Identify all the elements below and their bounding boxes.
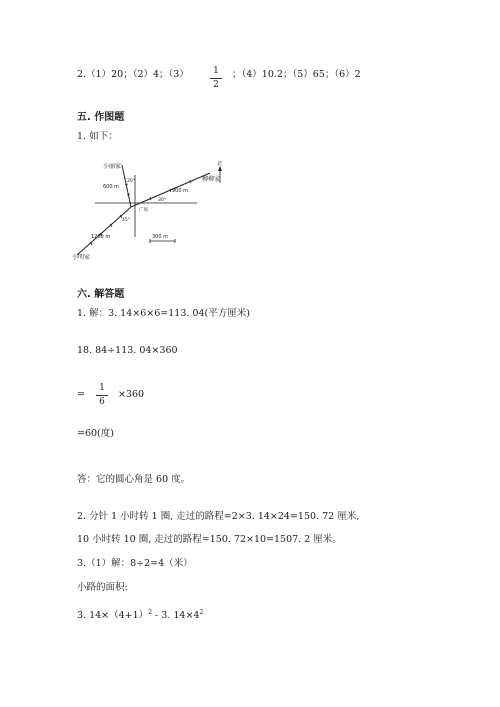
label-angle-45: 45° [122,218,130,223]
fraction-numerator: 1 [99,383,105,393]
q2-suffix: ；（4）10.2；（5）65；（6）2 [232,69,361,80]
fraction-bar [210,78,222,79]
line10-superscript-2: 2 [199,609,204,616]
solution-line-3-prefix: = [77,389,85,400]
section-five-item-1: 1. 如下： [77,131,118,142]
fraction-numerator: 1 [213,66,219,76]
solution-line-4: =60(度) [77,428,114,439]
answer-line-q2 [77,69,189,81]
line10-superscript-1: 2 [148,609,153,616]
label-1200m: 1200 m [91,234,111,240]
label-north: 北 [217,161,223,167]
section-six-heading: 六. 解答题 [77,289,125,300]
label-xiaoming-home: 小明家 [72,254,91,261]
solution-line-6: 2. 分针 1 小时转 1 圈, 走过的路程=2×3. 14×24=150. 72 厘米, [77,511,360,522]
fraction-denominator: 6 [99,397,105,407]
solution-line-5: 答：它的圆心角是 60 度。 [77,474,191,485]
section-five-heading: 五. 作图题 [77,112,125,123]
q2-prefix: 2.（1）20；（2）4；（3） [77,69,189,80]
label-600m: 600 m [103,184,120,190]
solution-line-7: 10 小时转 10 圈, 走过的路程=150. 72×10=1507. 2 厘米。 [77,534,342,545]
line10-part-a: 3. 14×（4+1） [77,610,149,622]
solution-line-10 [77,607,203,622]
path-to-xiaoming-home [77,207,131,255]
solution-line-3-suffix: ×360 [118,389,145,400]
line10-part-b: - 3. 14×4 [155,610,200,622]
fraction-one-sixth [96,383,108,408]
label-liuliu-home: 柳柳家 [202,176,221,183]
label-square: 广场 [139,208,148,213]
direction-map-diagram [70,155,240,265]
path-to-xiaoli-home [122,165,131,207]
label-angle-20: 20° [127,179,135,184]
label-scale-300m: 300 m [152,234,169,240]
fraction-denominator: 2 [213,80,219,90]
label-angle-30: 30° [158,198,166,203]
label-900m: 900 m [172,188,189,194]
fraction-bar [96,395,108,396]
solution-line-9: 小路的面积: [77,582,128,593]
label-xiaoli-home: 小丽家 [103,163,122,170]
solution-line-2: 18. 84÷113. 04×360 [77,345,178,356]
solution-line-8: 3.（1）解：8÷2=4（米） [77,558,193,569]
solution-line-1: 1. 解：3. 14×6×6=113. 04(平方厘米) [77,308,250,319]
fraction-one-half [210,66,222,91]
